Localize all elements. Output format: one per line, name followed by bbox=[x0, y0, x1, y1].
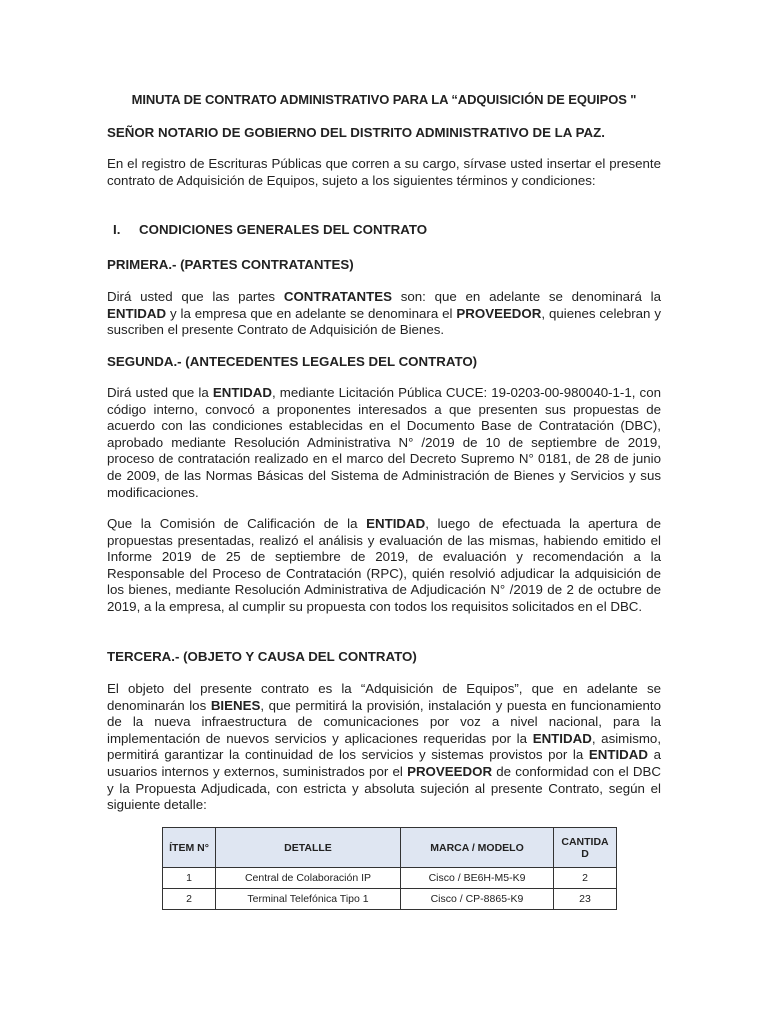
table-row bbox=[163, 889, 617, 910]
cell-item: 1 bbox=[163, 868, 216, 889]
clause-segunda-paragraph-1: Dirá usted que la ENTIDAD, mediante Licitación Pública CUCE: 19-0203-00-980040-1-1, con código interno, convocó a proponentes interesados a que presenten sus propuestas de acuerdo con las condiciones establecidas en el Documento Base de Contratación (DBC), aprobado mediante Resolución Administrativa N° /2019 de 10 de septiembre de 2019, proceso de contratación realizado en el marco del Decreto Supremo N° 0181, de 28 de junio de 2009, de las Normas Básicas del Sistema de Administración de Bienes y Servicios y sus modificaciones. bbox=[107, 385, 661, 500]
items-table bbox=[162, 827, 617, 910]
cell-marca-modelo: Cisco / BE6H-M5-K9 bbox=[401, 868, 554, 889]
cell-detalle: Central de Colaboración IP bbox=[216, 868, 401, 889]
clause-primera-paragraph: Dirá usted que las partes CONTRATANTES son: que en adelante se denominará la ENTIDAD y la empresa que en adelante se denominara el PROVEEDOR, quienes celebran y suscriben el presente Contrato de Adquisición de Bienes. bbox=[107, 289, 661, 338]
intro-paragraph: En el registro de Escrituras Públicas que corren a su cargo, sírvase usted insertar el presente contrato de Adquisición de Equipos, sujeto a los siguientes términos y condiciones: bbox=[107, 156, 661, 188]
section-number: I. bbox=[113, 222, 121, 237]
clause-tercera-paragraph: El objeto del presente contrato es la “Adquisición de Equipos”, que en adelante se denominarán los BIENES, que permitirá la provisión, instalación y puesta en funcionamiento de la nueva infraestructura de comunicaciones por voz a nivel nacional, para la implementación de nuevos servicios y aplicaciones requeridas por la ENTIDAD, asimismo, permitirá garantizar la continuidad de los servicios y sistemas provistos por la ENTIDAD a usuarios internos y externos, suministrados por el PROVEEDOR de conformidad con el DBC y la Propuesta Adjudicada, con estricta y absoluta sujeción al presente Contrato, según el siguiente detalle: bbox=[107, 681, 662, 813]
table-header-row bbox=[163, 828, 617, 868]
addressee-heading: SEÑOR NOTARIO DE GOBIERNO DEL DISTRITO ADMINISTRATIVO DE LA PAZ. bbox=[107, 125, 605, 140]
cell-cantidad: 2 bbox=[554, 868, 617, 889]
document-title: MINUTA DE CONTRATO ADMINISTRATIVO PARA LA “ADQUISICIÓN DE EQUIPOS " bbox=[131, 92, 637, 107]
header-cantidad: CANTIDA D bbox=[554, 828, 617, 868]
cell-detalle: Terminal Telefónica Tipo 1 bbox=[216, 889, 401, 910]
section-heading bbox=[113, 222, 427, 237]
cell-item: 2 bbox=[163, 889, 216, 910]
clause-segunda-heading: SEGUNDA.- (ANTECEDENTES LEGALES DEL CONTRATO) bbox=[107, 354, 478, 369]
table-row bbox=[163, 868, 617, 889]
clause-segunda-paragraph-2: Que la Comisión de Calificación de la ENTIDAD, luego de efectuada la apertura de propuestas presentadas, realizó el análisis y evaluación de las mismas, habiendo emitido el Informe 2019 de 25 de septiembre de 2019, de evaluación y recomendación a la Responsable del Proceso de Contratación (RPC), quién resolvió adjudicar la adquisición de los bienes, mediante Resolución Administrativa de Adjudicación N° /2019 de 2 de octubre de 2019, a la empresa, al cumplir su propuesta con todos los requisitos solicitados en el DBC. bbox=[107, 516, 662, 614]
cell-marca-modelo: Cisco / CP-8865-K9 bbox=[401, 889, 554, 910]
cell-cantidad: 23 bbox=[554, 889, 617, 910]
clause-tercera-heading: TERCERA.- (OBJETO Y CAUSA DEL CONTRATO) bbox=[107, 649, 417, 664]
header-item: ÍTEM N° bbox=[163, 828, 216, 868]
clause-primera-heading: PRIMERA.- (PARTES CONTRATANTES) bbox=[107, 257, 354, 272]
header-detalle: DETALLE bbox=[216, 828, 401, 868]
header-marca-modelo: MARCA / MODELO bbox=[401, 828, 554, 868]
section-title: CONDICIONES GENERALES DEL CONTRATO bbox=[139, 222, 428, 237]
